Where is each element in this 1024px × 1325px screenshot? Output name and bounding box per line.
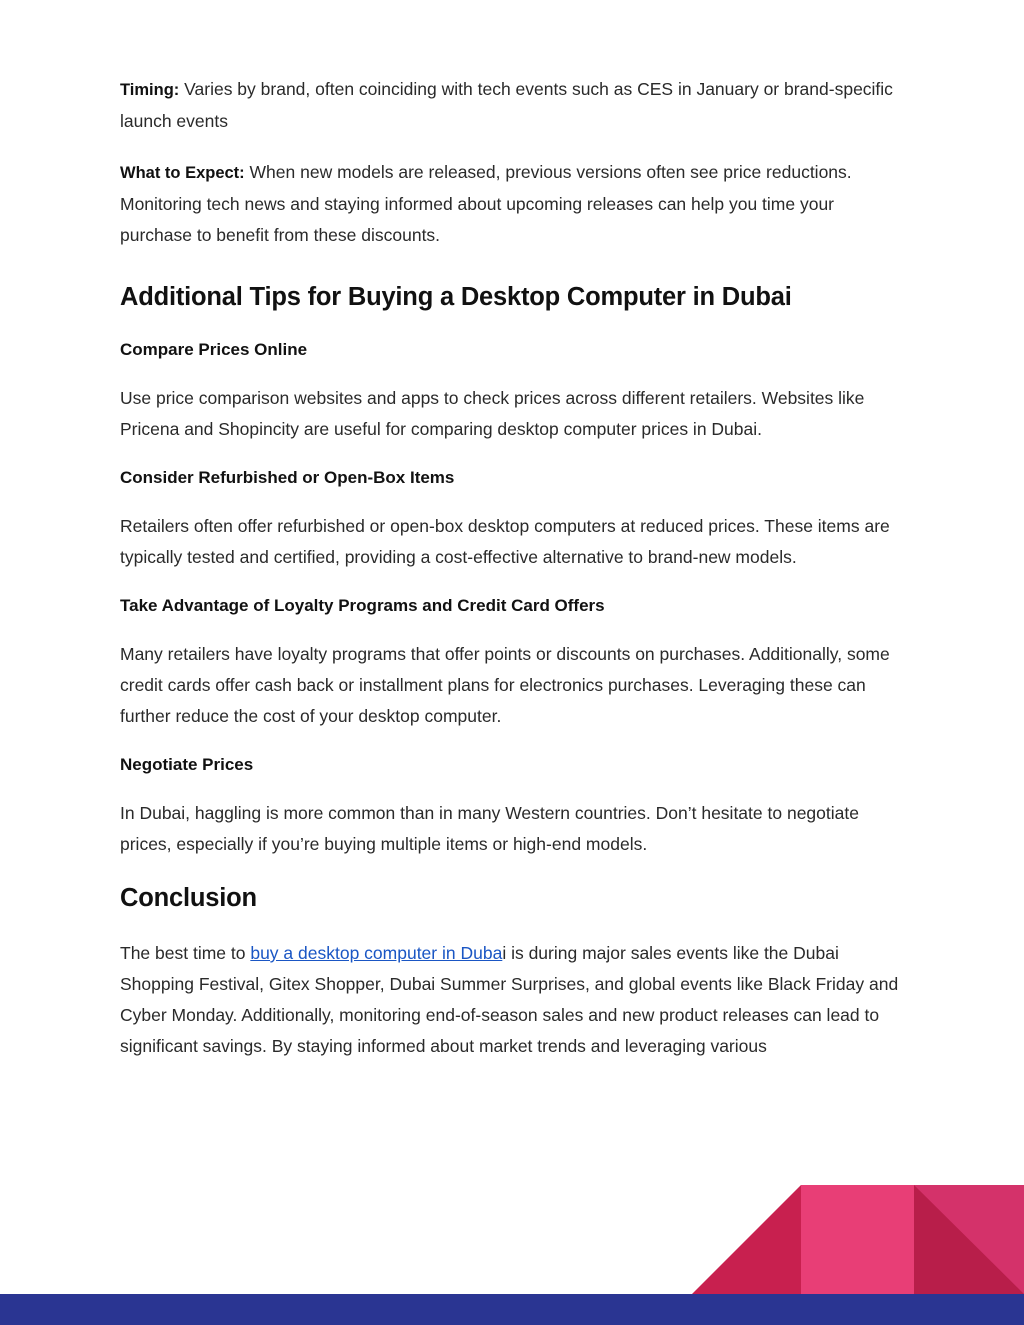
conclusion-text-after: i is during major sales events like the Dubai Shopping Festival, Gitex Shopper, Dubai Summer Surprises, and global events like Black Friday and Cyber Monday. Additionally, monitoring end-of-season sales and new product releases can lead to significant savings. By staying informed about market trends and leveraging various [120, 943, 899, 1056]
what-to-expect-text: When new models are released, previous versions often see price reductions. Monitoring tech news and staying informed about upcoming releases can help you time your purchase to benefit from these discounts. [120, 162, 852, 245]
footer-bar [0, 1294, 1024, 1325]
conclusion-paragraph [120, 938, 910, 1062]
tip-body-compare-prices: Use price comparison websites and apps to check prices across different retailers. Websites like Pricena and Shopincity are useful for comparing desktop computer prices in Dubai. [120, 388, 865, 439]
timing-label: Timing: [120, 81, 180, 99]
tip-heading-compare-prices: Compare Prices Online [120, 340, 308, 359]
tip-body-negotiate: In Dubai, haggling is more common than in many Western countries. Don’t hesitate to negotiate prices, especially if you’re buying multiple items or high-end models. [120, 803, 859, 854]
tip-heading-loyalty: Take Advantage of Loyalty Programs and Credit Card Offers [120, 596, 605, 615]
what-to-expect-label: What to Expect: [120, 164, 245, 182]
decor-pink-block [801, 1185, 914, 1294]
desktop-computer-dubai-link[interactable]: buy a desktop computer in Duba [250, 943, 503, 963]
decor-crimson-triangle [692, 1185, 801, 1294]
tips-heading: Additional Tips for Buying a Desktop Computer in Dubai [120, 283, 792, 311]
footer-decoration [0, 1180, 1024, 1325]
what-to-expect-paragraph [120, 157, 910, 251]
timing-paragraph [120, 74, 910, 137]
tip-heading-refurbished: Consider Refurbished or Open-Box Items [120, 468, 455, 487]
tip-body-refurbished: Retailers often offer refurbished or open-box desktop computers at reduced prices. These items are typically tested and certified, providing a cost-effective alternative to brand-new models. [120, 516, 890, 567]
conclusion-text-before: The best time to [120, 943, 251, 963]
tip-heading-negotiate: Negotiate Prices [120, 755, 254, 774]
tip-body-loyalty: Many retailers have loyalty programs that offer points or discounts on purchases. Additionally, some credit cards offer cash back or installment plans for electronics purchases. Leveraging these can further reduce the cost of your desktop computer. [120, 644, 890, 726]
timing-text: Varies by brand, often coinciding with tech events such as CES in January or brand-specific launch events [120, 79, 893, 131]
conclusion-heading: Conclusion [120, 884, 257, 912]
document-body [120, 74, 910, 1062]
